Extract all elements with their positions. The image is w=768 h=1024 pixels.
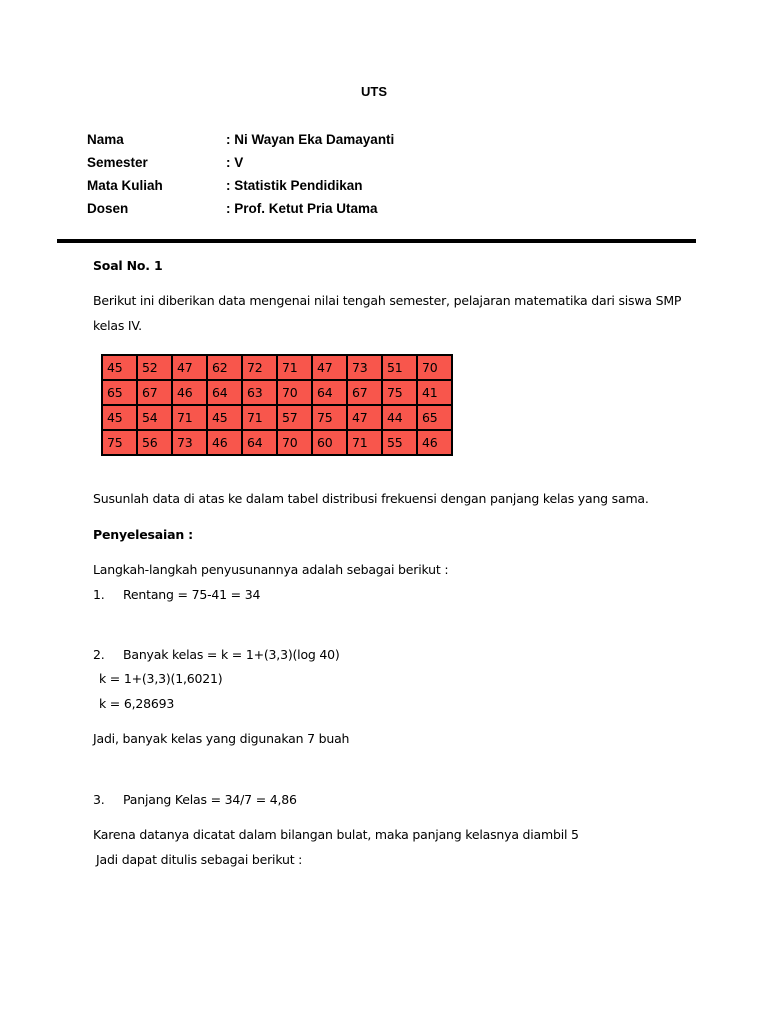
- step-number: 1.: [93, 587, 105, 602]
- table-cell: 73: [172, 430, 207, 455]
- header-row-nama: [87, 128, 394, 151]
- header-row-semester: [87, 151, 394, 174]
- step-text: Panjang Kelas = 34/7 = 4,86: [123, 792, 297, 807]
- table-cell: 44: [382, 405, 417, 430]
- score-data-table: [101, 354, 453, 456]
- closing-line-1: Karena datanya dicatat dalam bilangan bulat, maka panjang kelasnya diambil 5: [93, 827, 579, 842]
- table-cell: 47: [172, 355, 207, 380]
- table-row: [102, 355, 452, 380]
- table-cell: 71: [242, 405, 277, 430]
- table-cell: 75: [312, 405, 347, 430]
- table-cell: 51: [382, 355, 417, 380]
- steps-intro: Langkah-langkah penyusunannya adalah sebagai berikut :: [93, 562, 449, 577]
- table-cell: 70: [277, 430, 312, 455]
- table-cell: 60: [312, 430, 347, 455]
- intro-line-2: kelas IV.: [93, 318, 142, 333]
- table-cell: 75: [382, 380, 417, 405]
- table-cell: 70: [277, 380, 312, 405]
- table-cell: 64: [207, 380, 242, 405]
- soal-heading: Soal No. 1: [93, 258, 163, 273]
- header-label: Nama: [87, 132, 124, 147]
- header-label: Mata Kuliah: [87, 178, 163, 193]
- table-cell: 71: [277, 355, 312, 380]
- header-value: : V: [226, 155, 244, 170]
- table-cell: 55: [382, 430, 417, 455]
- table-cell: 46: [417, 430, 452, 455]
- header-value: : Prof. Ketut Pria Utama: [226, 201, 378, 216]
- table-row: [102, 430, 452, 455]
- horizontal-divider: [57, 239, 696, 243]
- solution-heading: Penyelesaian :: [93, 527, 193, 542]
- step-2: [93, 647, 340, 662]
- step-number: 3.: [93, 792, 105, 807]
- table-cell: 71: [347, 430, 382, 455]
- step-text: Banyak kelas = k = 1+(3,3)(log 40): [123, 647, 340, 662]
- table-cell: 63: [242, 380, 277, 405]
- table-cell: 75: [102, 430, 137, 455]
- step-number: 2.: [93, 647, 105, 662]
- table-cell: 70: [417, 355, 452, 380]
- table-cell: 67: [347, 380, 382, 405]
- header-row-mata-kuliah: [87, 174, 394, 197]
- table-cell: 67: [137, 380, 172, 405]
- table-cell: 41: [417, 380, 452, 405]
- table-cell: 52: [137, 355, 172, 380]
- table-cell: 64: [242, 430, 277, 455]
- header-info: [87, 128, 394, 220]
- header-label: Dosen: [87, 201, 129, 216]
- table-cell: 45: [207, 405, 242, 430]
- header-row-dosen: [87, 197, 394, 220]
- table-cell: 47: [347, 405, 382, 430]
- step-text: Rentang = 75-41 = 34: [123, 587, 261, 602]
- table-row: [102, 380, 452, 405]
- document-title: UTS: [361, 84, 387, 99]
- intro-line-1: Berikut ini diberikan data mengenai nilai tengah semester, pelajaran matematika dari siswa SMP: [93, 293, 682, 308]
- table-cell: 57: [277, 405, 312, 430]
- table-cell: 71: [172, 405, 207, 430]
- table-cell: 56: [137, 430, 172, 455]
- table-cell: 65: [417, 405, 452, 430]
- table-cell: 62: [207, 355, 242, 380]
- header-value: : Ni Wayan Eka Damayanti: [226, 132, 395, 147]
- step-2-calc-2: k = 6,28693: [99, 696, 175, 711]
- table-cell: 64: [312, 380, 347, 405]
- table-cell: 46: [172, 380, 207, 405]
- table-row: [102, 405, 452, 430]
- table-cell: 73: [347, 355, 382, 380]
- step-3: [93, 792, 297, 807]
- header-label: Semester: [87, 155, 148, 170]
- closing-line-2: Jadi dapat ditulis sebagai berikut :: [96, 852, 303, 867]
- table-cell: 72: [242, 355, 277, 380]
- table-cell: 46: [207, 430, 242, 455]
- header-value: : Statistik Pendidikan: [226, 178, 363, 193]
- conclusion-classes: Jadi, banyak kelas yang digunakan 7 buah: [93, 731, 350, 746]
- step-1: [93, 587, 260, 602]
- table-cell: 54: [137, 405, 172, 430]
- table-cell: 45: [102, 405, 137, 430]
- table-cell: 47: [312, 355, 347, 380]
- table-cell: 45: [102, 355, 137, 380]
- table-cell: 65: [102, 380, 137, 405]
- step-2-calc-1: k = 1+(3,3)(1,6021): [99, 671, 223, 686]
- task-text: Susunlah data di atas ke dalam tabel distribusi frekuensi dengan panjang kelas yang sama.: [93, 491, 649, 506]
